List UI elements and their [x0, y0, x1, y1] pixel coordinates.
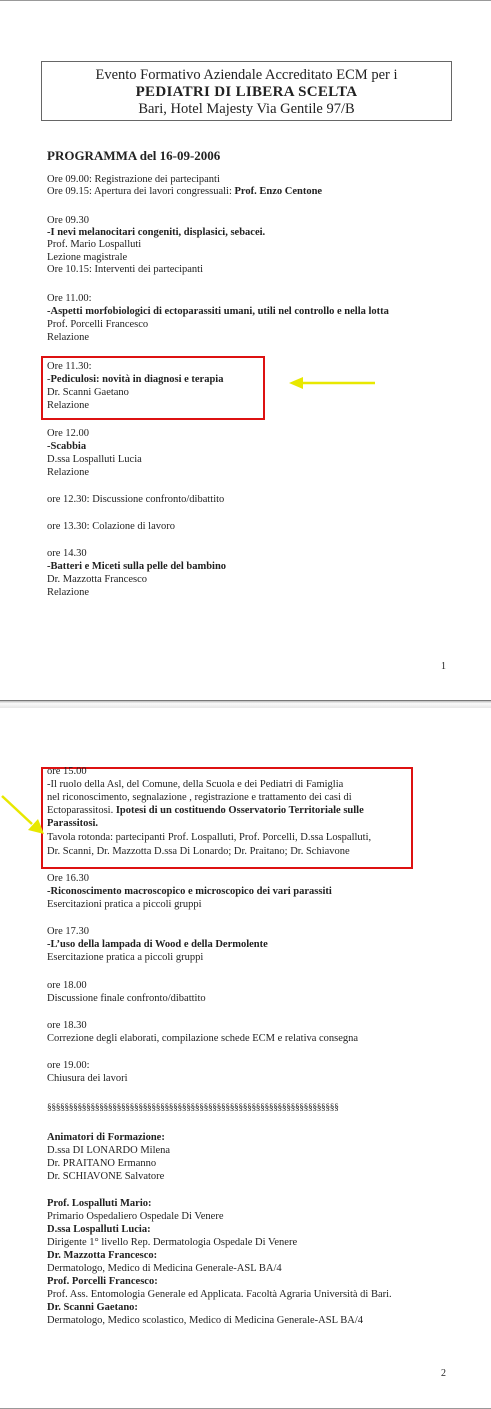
animator-name: D.ssa DI LONARDO Milena	[47, 1145, 171, 1156]
opening-speaker: Prof. Enzo Centone	[234, 186, 323, 197]
faculty-role: Dirigente 1° livello Rep. Dermatologia Ospedale Di Venere	[47, 1237, 298, 1248]
session-text: Discussione finale confronto/dibattito	[47, 993, 206, 1004]
session-title: -Batteri e Miceti sulla pelle del bambino	[47, 561, 227, 572]
session-type: Relazione	[47, 400, 89, 411]
session-title: -I nevi melanocitari congeniti, displasici, sebacei.	[47, 227, 266, 238]
document-page-2	[0, 708, 491, 1409]
event-header-line-3: Bari, Hotel Majesty Via Gentile 97/B	[138, 101, 355, 117]
session-text: Correzione degli elaborati, compilazione schede ECM e relativa consegna	[47, 1033, 359, 1044]
session-subtitle: Esercitazioni pratica a piccoli gruppi	[47, 899, 202, 910]
faculty-name: Prof. Lospalluti Mario:	[47, 1198, 152, 1209]
faculty-role: Prof. Ass. Entomologia Generale ed Applicata. Facoltà Agraria Università di Bari.	[47, 1289, 392, 1300]
discussion-line: ore 12.30: Discussione confronto/dibattito	[47, 494, 225, 505]
faculty-name: Prof. Porcelli Francesco:	[47, 1276, 158, 1287]
arrow-left-icon	[287, 374, 379, 392]
session-title-dash: -	[47, 374, 51, 385]
faculty-role: Dermatologo, Medico scolastico, Medico di Medicina Generale-ASL BA/4	[47, 1315, 363, 1326]
session-time: Ore 16.30	[47, 873, 89, 884]
session-time: ore 18.30	[47, 1020, 87, 1031]
round-table-line-2: nel riconoscimento, segnalazione , registrazione e trattamento dei casi di	[47, 792, 352, 803]
session-title: Pediculosi: novità in diagnosi e terapia	[50, 374, 224, 385]
session-title: -Scabbia	[47, 441, 87, 452]
session-title: -Riconoscimento macroscopico e microscopico dei vari parassiti	[47, 886, 332, 897]
session-time: Ore 09.30	[47, 215, 89, 226]
faculty-name: Dr. Mazzotta Francesco:	[47, 1250, 158, 1261]
session-speaker: Prof. Porcelli Francesco	[47, 319, 149, 330]
animator-name: Dr. PRAITANO Ermanno	[47, 1158, 157, 1169]
session-time: ore 14.30	[47, 548, 87, 559]
session-type: Lezione magistrale	[47, 252, 128, 263]
animator-name: Dr. SCHIAVONE Salvatore	[47, 1171, 165, 1182]
session-text: Chiusura dei lavori	[47, 1073, 128, 1084]
round-table-line-4: Parassitosi.	[47, 818, 99, 829]
registration-line: Ore 09.00: Registrazione dei partecipanti	[47, 174, 220, 185]
round-table-participants-2: Dr. Scanni, Dr. Mazzotta D.ssa Di Lonardo; Dr. Praitano; Dr. Schiavone	[47, 846, 350, 857]
section-separator: §§§§§§§§§§§§§§§§§§§§§§§§§§§§§§§§§§§§§§§§§§§§§§§§§§§§§§§§§§§§§§§§§§§	[47, 1103, 339, 1113]
session-type: Relazione	[47, 332, 89, 343]
faculty-name: D.ssa Lospalluti Lucia:	[47, 1224, 151, 1235]
session-time: Ore 11.00:	[47, 293, 92, 304]
page-number: 2	[441, 1368, 446, 1379]
session-time: Ore 11.30:	[47, 361, 92, 372]
opening-line	[47, 186, 322, 199]
programme-title: PROGRAMMA del 16-09-2006	[47, 148, 221, 163]
session-time: ore 15.00	[47, 766, 87, 777]
round-table-text: Ectoparassitosi.	[47, 805, 116, 816]
faculty-role: Dermatologo, Medico di Medicina Generale-ASL BA/4	[47, 1263, 282, 1274]
session-speaker: D.ssa Lospalluti Lucia	[47, 454, 142, 465]
session-time: Ore 12.00	[47, 428, 89, 439]
session-time: ore 18.00	[47, 980, 87, 991]
page-number: 1	[441, 661, 446, 672]
session-speaker: Dr. Scanni Gaetano	[47, 387, 129, 398]
session-time: Ore 17.30	[47, 926, 89, 937]
session-title: -L’uso della lampada di Wood e della Dermolente	[47, 939, 268, 950]
event-header-box	[41, 61, 452, 121]
session-subtitle: Esercitazione pratica a piccoli gruppi	[47, 952, 204, 963]
session-speaker: Dr. Mazzotta Francesco	[47, 574, 148, 585]
session-title: -Aspetti morfobiologici di ectoparassiti umani, utili nel controllo e nella lotta	[47, 306, 389, 317]
faculty-name: Dr. Scanni Gaetano:	[47, 1302, 138, 1313]
session-type: Relazione	[47, 587, 89, 598]
session-title-line	[47, 374, 223, 387]
arrow-down-right-icon	[0, 794, 48, 836]
event-header-line-2: PEDIATRI DI LIBERA SCELTA	[135, 84, 358, 100]
opening-text: Ore 09.15: Apertura dei lavori congressuali:	[47, 186, 235, 197]
round-table-bold: Ipotesi di un costituendo Osservatorio Territoriale sulle	[115, 805, 364, 816]
session-extra: Ore 10.15: Interventi dei partecipanti	[47, 264, 203, 275]
session-type: Relazione	[47, 467, 89, 478]
faculty-role: Primario Ospedaliero Ospedale Di Venere	[47, 1211, 224, 1222]
session-speaker: Prof. Mario Lospalluti	[47, 239, 142, 250]
animators-title: Animatori di Formazione:	[47, 1132, 165, 1143]
round-table-line-3	[47, 805, 364, 818]
event-header-line-1: Evento Formativo Aziendale Accreditato ECM per i	[95, 67, 398, 83]
session-time: ore 19.00:	[47, 1060, 90, 1071]
round-table-line-1: -Il ruolo della Asl, del Comune, della Scuola e dei Pediatri di Famiglia	[47, 779, 344, 790]
document-page-1	[0, 0, 491, 701]
lunch-line: ore 13.30: Colazione di lavoro	[47, 521, 176, 532]
round-table-participants-1: Tavola rotonda: partecipanti Prof. Lospalluti, Prof. Porcelli, D.ssa Lospalluti,	[47, 832, 372, 843]
